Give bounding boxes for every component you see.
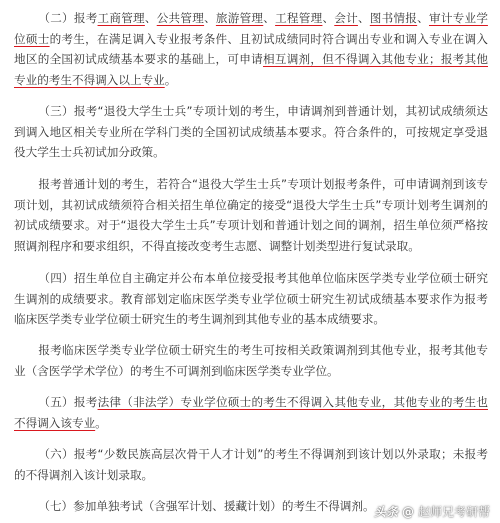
paragraph-text: 、 [144,11,157,25]
paragraph-adjustment-mba-group [14,8,488,90]
underlined-text: 法律（非法学）专业学位硕士的考生不得调入其他专业，其他专业的考生也不得调入该专业 [14,395,488,430]
paragraph-text: （六）报考“少数民族高层次骨干人才计划”的考生不得调剂到该计划以外录取；未报考的不得调剂入该计划录取。 [14,447,488,482]
watermark [374,503,490,520]
underlined-text: 工商管理 [97,11,145,25]
paragraph-text: 、 [357,11,370,25]
underlined-text: 会计 [334,11,358,25]
paragraph-text: 。 [164,72,177,87]
watermark-source: 头条 [373,505,398,519]
paragraph-text: 的考生，在满足调入专业报考条件、且初试成绩同时符合调出专业和调入专业在调入地区的全国初试成绩基本要求的基础上，可申请 [14,31,488,67]
paragraph-text: 、 [417,11,429,25]
paragraph-text: 报考普通计划的考生，若符合“退役大学生士兵”专项计划报考条件，可申请调剂到该专项计划，其初试成绩须符合相关招生单位确定的接受“退役大学生士兵”专项计划考生调剂的初试成绩要求。对于“退役大学生士兵”专项计划和普通计划之间的调剂，招生单位须严格按照调剂程序和要求组织，不得直接改变考生志愿、调整计划类型进行复试录取。 [14,177,488,253]
paragraph-minority-program [14,444,488,485]
paragraph-text: （二）报考 [38,11,98,25]
paragraph-text: （七）参加单独考试（含强军计划、援藏计划）的考生不得调剂。 [38,499,375,513]
underlined-text: 公共管理 [156,11,205,25]
underlined-text: 相互调剂，但不得调入其他专业；报考其他专业的考生不得调入以上专业 [14,52,488,87]
underlined-text: 图书情报 [369,11,418,25]
paragraph-text: （五）报考 [38,395,98,409]
paragraph-law-non-law [14,392,488,433]
underlined-text: 旅游管理 [215,11,264,25]
watermark-account: 赵师兄考研帮 [417,505,490,519]
paragraph-text: 报考临床医学类专业学位硕士研究生的考生可按相关政策调剂到其他专业，报考其他专业（含医学学术学位）的考生不可调剂到临床医学类专业学位。 [14,343,488,378]
paragraph-text: 、 [204,11,216,25]
paragraph-clinical-medicine [14,268,488,330]
paragraph-text: （四）招生单位自主确定并公布本单位接受报考其他单位临床医学类专业学位硕士研究生调剂的成绩要求。教育部划定临床医学类专业学位硕士研究生初试成绩基本要求作为报考临床医学类专业学位硕士研究生的考生调剂到其他专业的基本成绩要求。 [14,271,488,327]
paragraph-text: 。 [95,415,107,430]
paragraph-text: 、 [322,11,335,25]
paragraph-text: （三）报考“退役大学生士兵”专项计划的考生，申请调剂到普通计划，其初试成绩须达到调入地区相关专业所在学科门类的全国初试成绩基本要求。符合条件的，可按规定享受退役大学生士兵初试加分政策。 [14,104,488,160]
paragraph-text: 、 [263,11,276,25]
paragraph-veteran-program [14,101,488,163]
underlined-text: 工程管理 [275,11,323,25]
paragraph-clinical-medicine-adjust [14,340,488,381]
paragraph-general-plan [14,174,488,256]
underlined-text: 审计专业学位硕士 [14,11,488,46]
watermark-at: @ [401,504,414,519]
